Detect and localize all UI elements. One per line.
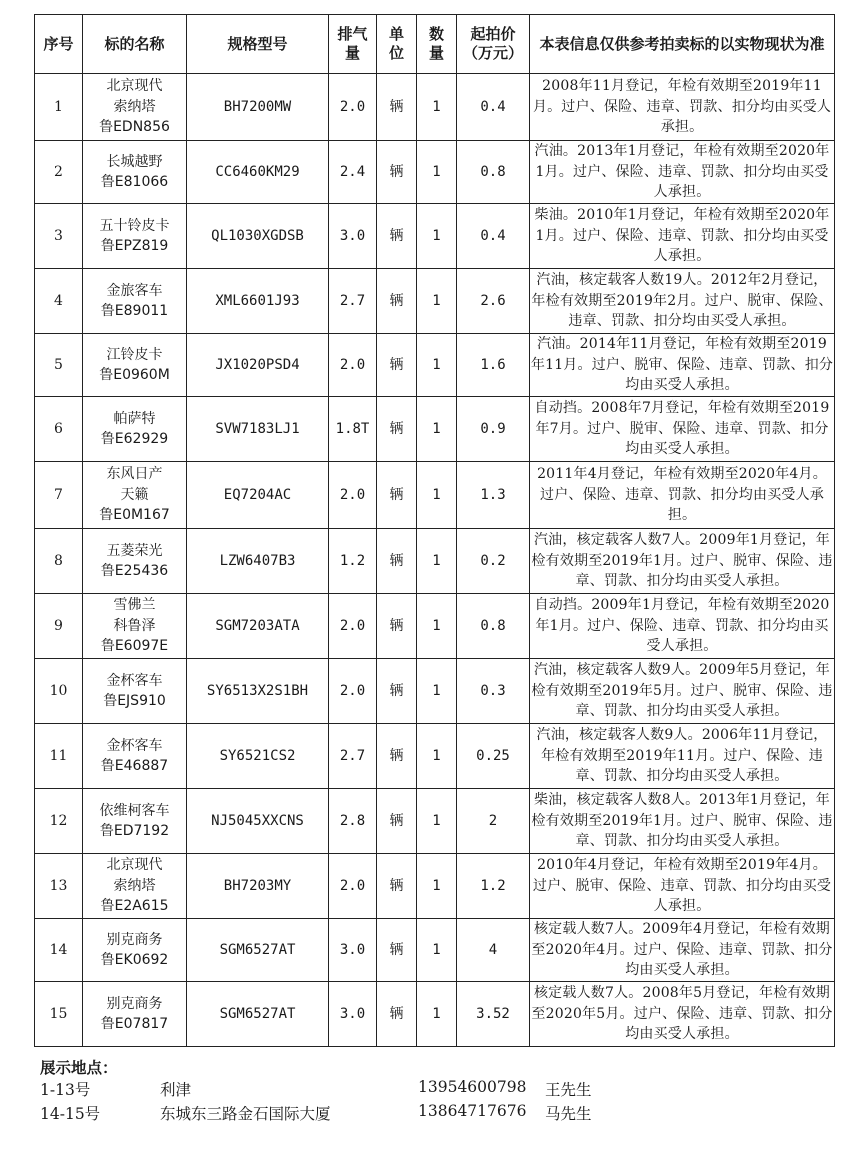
cell-no: 12 [35,789,83,854]
cell-price: 0.25 [457,724,530,789]
location-place: 东城东三路金石国际大厦 [160,1105,331,1123]
cell-qty: 1 [417,204,457,269]
cell-model: JX1020PSD4 [187,334,329,397]
cell-price: 0.8 [457,594,530,659]
cell-displacement: 3.0 [329,982,377,1047]
cell-qty: 1 [417,982,457,1047]
cell-unit: 辆 [377,789,417,854]
cell-displacement: 3.0 [329,204,377,269]
cell-price: 1.6 [457,334,530,397]
cell-unit: 辆 [377,659,417,724]
cell-no: 4 [35,269,83,334]
cell-no: 6 [35,397,83,462]
location-row [40,1102,820,1124]
location-range: 1-13号 [40,1081,91,1099]
table-row [35,982,835,1047]
cell-note: 汽油，核定载客人数19人。2012年2月登记，年检有效期至2019年2月。过户、脱审、保险、违章、罚款、扣分均由买受人承担。 [530,269,835,334]
cell-name-line: 江铃皮卡 [106,346,163,363]
table-body [35,74,835,1047]
location-contact: 王先生 [545,1081,592,1099]
cell-name-line: 北京现代 [106,78,163,95]
header-name: 标的名称 [83,15,187,74]
cell-displacement: 2.0 [329,854,377,919]
cell-unit: 辆 [377,397,417,462]
cell-qty: 1 [417,74,457,141]
display-location-title: 展示地点： [40,1059,118,1077]
cell-name-line: 鲁E89011 [100,303,169,319]
cell-name-line: 东风日产 [106,466,163,483]
cell-name [83,397,187,462]
table-row [35,74,835,141]
cell-no: 7 [35,462,83,529]
cell-name [83,334,187,397]
cell-name-line: 金杯客车 [106,672,163,689]
cell-name [83,724,187,789]
cell-qty: 1 [417,269,457,334]
cell-price: 0.4 [457,74,530,141]
cell-name [83,529,187,594]
cell-model: SGM6527AT [187,919,329,982]
cell-name-line: 鲁EDN856 [99,119,170,136]
cell-displacement: 2.0 [329,334,377,397]
cell-qty: 1 [417,462,457,529]
cell-model: SVW7183LJ1 [187,397,329,462]
cell-qty: 1 [417,397,457,462]
table-row [35,529,835,594]
cell-name-line: 鲁E46887 [100,758,169,774]
cell-name-line: 金旅客车 [106,282,163,299]
cell-name-line: 天籁 [120,486,149,503]
cell-no: 11 [35,724,83,789]
cell-model: SY6513X2S1BH [187,659,329,724]
table-row [35,204,835,269]
cell-unit: 辆 [377,982,417,1047]
cell-name-line: 鲁E62929 [100,431,169,447]
location-row [40,1078,820,1100]
table-row [35,397,835,462]
cell-note: 汽油。2014年11月登记，年检有效期至2019年11月。过户、脱审、保险、违章、罚款、扣分均由买受人承担。 [530,334,835,397]
cell-no: 14 [35,919,83,982]
cell-name [83,919,187,982]
cell-name-line: 鲁E25436 [100,563,169,579]
cell-qty: 1 [417,334,457,397]
cell-unit: 辆 [377,724,417,789]
cell-name-line: 雪佛兰 [113,597,156,614]
cell-price: 1.3 [457,462,530,529]
cell-name [83,789,187,854]
cell-name [83,462,187,529]
cell-qty: 1 [417,141,457,204]
cell-unit: 辆 [377,919,417,982]
cell-no: 9 [35,594,83,659]
header-price-line2: （万元） [462,44,523,62]
cell-displacement: 3.0 [329,919,377,982]
cell-model: NJ5045XXCNS [187,789,329,854]
table-row [35,919,835,982]
cell-name-line: 金杯客车 [106,737,163,754]
cell-model: EQ7204AC [187,462,329,529]
cell-qty: 1 [417,724,457,789]
cell-note: 汽油，核定载客人数9人。2009年5月登记，年检有效期至2019年5月。过户、脱审、保险、违章、罚款、扣分均由买受人承担。 [530,659,835,724]
header-qty-line1: 数 [428,25,444,43]
location-place: 利津 [160,1081,192,1099]
cell-name [83,204,187,269]
cell-price: 0.4 [457,204,530,269]
cell-no: 1 [35,74,83,141]
cell-no: 3 [35,204,83,269]
cell-note: 柴油。2010年1月登记，年检有效期至2020年1月。过户、保险、违章、罚款、扣分均由买受人承担。 [530,204,835,269]
table-row [35,789,835,854]
cell-name-line: 鲁EPZ819 [100,238,169,254]
cell-unit: 辆 [377,529,417,594]
cell-name-line: 北京现代 [106,857,163,874]
header-displacement-line2: 量 [344,44,360,62]
location-range: 14-15号 [40,1105,101,1123]
header-unit-line2: 位 [388,44,404,62]
header-displacement-line1: 排气 [337,25,368,43]
cell-qty: 1 [417,529,457,594]
cell-name-line: 鲁E07817 [100,1016,169,1032]
cell-unit: 辆 [377,334,417,397]
cell-no: 10 [35,659,83,724]
table-row [35,334,835,397]
cell-unit: 辆 [377,269,417,334]
cell-displacement: 2.7 [329,269,377,334]
cell-qty: 1 [417,919,457,982]
cell-note: 2008年11月登记，年检有效期至2019年11月。过户、保险、违章、罚款、扣分均由买受人承担。 [530,74,835,141]
cell-displacement: 1.2 [329,529,377,594]
cell-name-line: 科鲁泽 [113,617,156,634]
cell-model: SGM7203ATA [187,594,329,659]
cell-price: 3.52 [457,982,530,1047]
cell-price: 4 [457,919,530,982]
cell-displacement: 2.0 [329,594,377,659]
header-note: 本表信息仅供参考拍卖标的以实物现状为准 [530,15,835,74]
cell-unit: 辆 [377,594,417,659]
cell-unit: 辆 [377,204,417,269]
header-qty-line2: 量 [428,44,444,62]
cell-name-line: 鲁E0960M [99,367,170,383]
cell-no: 13 [35,854,83,919]
location-phone: 13864717676 [418,1102,527,1120]
cell-qty: 1 [417,789,457,854]
cell-no: 15 [35,982,83,1047]
cell-note: 核定载人数7人。2009年4月登记，年检有效期至2020年4月。过户、保险、违章、罚款、扣分均由买受人承担。 [530,919,835,982]
cell-name [83,982,187,1047]
cell-model: SGM6527AT [187,982,329,1047]
cell-name-line: 鲁E6097E [100,638,169,655]
header-qty [417,15,457,74]
cell-name-line: 鲁ED7192 [99,823,170,839]
cell-name-line: 长城越野 [106,153,163,170]
cell-name-line: 别克商务 [106,931,163,948]
cell-qty: 1 [417,854,457,919]
cell-no: 2 [35,141,83,204]
cell-name [83,659,187,724]
cell-displacement: 2.0 [329,462,377,529]
header-price-line1: 起拍价 [470,25,516,43]
cell-name-line: 别克商务 [106,995,163,1012]
table-row [35,594,835,659]
cell-displacement: 1.8T [329,397,377,462]
cell-model: LZW6407B3 [187,529,329,594]
cell-name [83,141,187,204]
cell-unit: 辆 [377,462,417,529]
cell-displacement: 2.7 [329,724,377,789]
table-row [35,141,835,204]
cell-name-line: 五菱荣光 [106,542,163,559]
cell-note: 自动挡。2008年7月登记，年检有效期至2019年7月。过户、脱审、保险、违章、罚款、扣分均由买受人承担。 [530,397,835,462]
cell-name [83,269,187,334]
cell-name-line: 鲁E2A615 [100,898,169,915]
table-row [35,269,835,334]
cell-model: XML6601J93 [187,269,329,334]
cell-name-line: 鲁EK0692 [100,952,169,968]
cell-note: 汽油，核定载客人数7人。2009年1月登记，年检有效期至2019年1月。过户、脱审、保险、违章、罚款、扣分均由买受人承担。 [530,529,835,594]
cell-name-line: 鲁EJS910 [103,693,166,709]
cell-note: 汽油，核定载客人数9人。2006年11月登记，年检有效期至2019年11月。过户、保险、违章、罚款、扣分均由买受人承担。 [530,724,835,789]
cell-price: 2 [457,789,530,854]
header-model: 规格型号 [187,15,329,74]
auction-table [34,14,835,1047]
cell-note: 2011年4月登记，年检有效期至2020年4月。过户、保险、违章、罚款、扣分均由买受人承担。 [530,462,835,529]
header-unit-line1: 单 [388,25,404,43]
cell-note: 柴油，核定载客人数8人。2013年1月登记，年检有效期至2019年1月。过户、脱审、保险、违章、罚款、扣分均由买受人承担。 [530,789,835,854]
cell-note: 核定载人数7人。2008年5月登记，年检有效期至2020年5月。过户、保险、违章、罚款、扣分均由买受人承担。 [530,982,835,1047]
cell-name-line: 鲁E0M167 [99,507,170,524]
table-row [35,854,835,919]
cell-price: 0.9 [457,397,530,462]
header-displacement [329,15,377,74]
header-unit [377,15,417,74]
cell-model: BH7203MY [187,854,329,919]
cell-price: 2.6 [457,269,530,334]
cell-no: 8 [35,529,83,594]
cell-note: 汽油。2013年1月登记，年检有效期至2020年1月。过户、保险、违章、罚款、扣分均由买受人承担。 [530,141,835,204]
cell-qty: 1 [417,659,457,724]
cell-displacement: 2.0 [329,659,377,724]
cell-name [83,74,187,141]
cell-price: 0.8 [457,141,530,204]
cell-model: CC6460KM29 [187,141,329,204]
cell-name-line: 鲁E81066 [100,174,169,190]
cell-name-line: 依维柯客车 [99,802,170,819]
cell-note: 2010年4月登记，年检有效期至2019年4月。过户、脱审、保险、违章、罚款、扣分均由买受人承担。 [530,854,835,919]
cell-name [83,854,187,919]
cell-model: BH7200MW [187,74,329,141]
header-no: 序号 [35,15,83,74]
location-contact: 马先生 [545,1105,592,1123]
cell-name-line: 索纳塔 [113,98,156,115]
cell-model: SY6521CS2 [187,724,329,789]
cell-model: QL1030XGDSB [187,204,329,269]
cell-unit: 辆 [377,854,417,919]
cell-displacement: 2.4 [329,141,377,204]
cell-price: 0.2 [457,529,530,594]
cell-name-line: 五十铃皮卡 [99,217,170,234]
cell-price: 0.3 [457,659,530,724]
cell-unit: 辆 [377,74,417,141]
cell-displacement: 2.8 [329,789,377,854]
cell-name-line: 帕萨特 [113,410,156,427]
table-row [35,659,835,724]
cell-no: 5 [35,334,83,397]
header-row [35,15,835,74]
cell-displacement: 2.0 [329,74,377,141]
table-row [35,724,835,789]
cell-name-line: 索纳塔 [113,877,156,894]
cell-qty: 1 [417,594,457,659]
cell-name [83,594,187,659]
header-price [457,15,530,74]
table-row [35,462,835,529]
location-phone: 13954600798 [418,1078,527,1096]
cell-price: 1.2 [457,854,530,919]
cell-note: 自动挡。2009年1月登记，年检有效期至2020年1月。过户、保险、违章、罚款、扣分均由买受人承担。 [530,594,835,659]
cell-unit: 辆 [377,141,417,204]
